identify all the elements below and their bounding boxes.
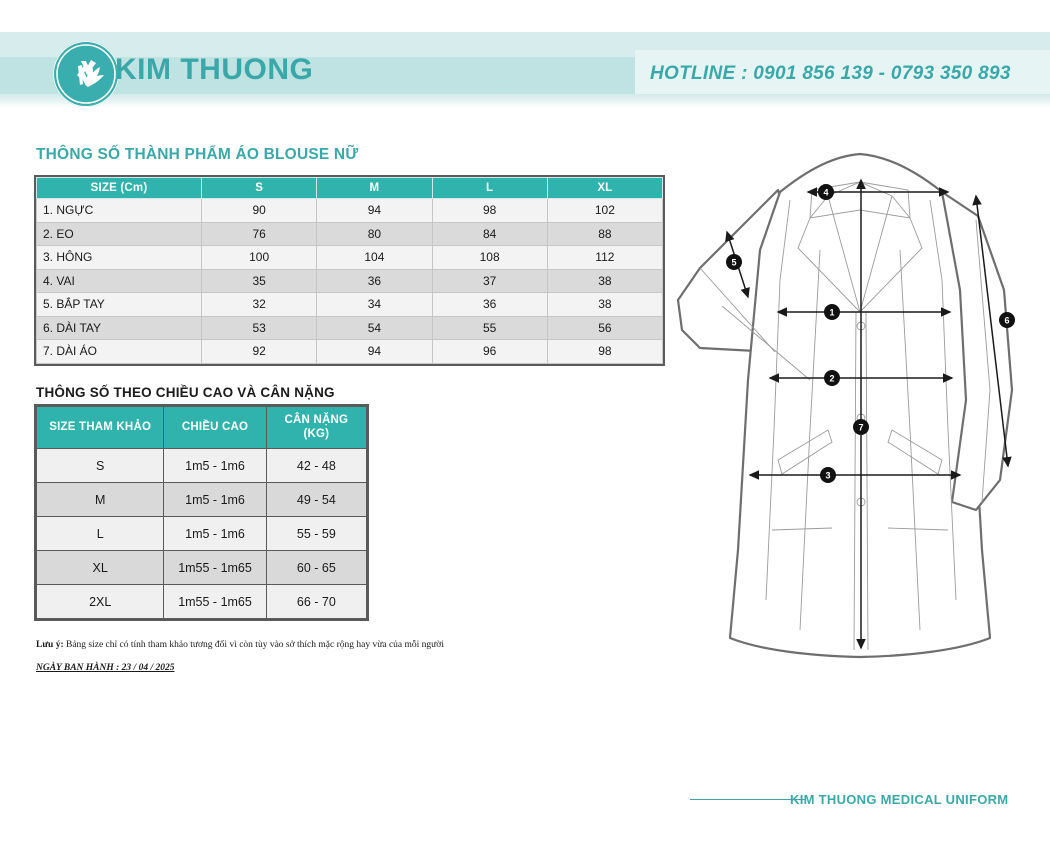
- row-label: 5. BẮP TAY: [37, 293, 202, 317]
- cell-xl: 98: [547, 340, 662, 364]
- cell-size: M: [37, 483, 164, 517]
- cell-s: 35: [202, 269, 317, 293]
- cell-l: 108: [432, 246, 547, 270]
- cell-weight: 49 - 54: [266, 483, 366, 517]
- svg-text:6: 6: [1004, 315, 1010, 326]
- cell-l: 98: [432, 199, 547, 223]
- brand-name: KIM THUONG: [115, 53, 314, 86]
- cell-xl: 88: [547, 222, 662, 246]
- cell-m: 54: [317, 316, 432, 340]
- page-header: [0, 0, 1050, 128]
- table-row: [37, 222, 663, 246]
- cell-height: 1m55 - 1m65: [164, 585, 266, 619]
- marker-6: [999, 312, 1015, 328]
- table-row: [37, 449, 367, 483]
- cell-s: 32: [202, 293, 317, 317]
- table-header-row: [37, 178, 663, 199]
- cell-xl: 56: [547, 316, 662, 340]
- footer-divider: [690, 799, 806, 800]
- column-header-m: M: [317, 178, 432, 199]
- cell-xl: 38: [547, 293, 662, 317]
- cell-xl: 38: [547, 269, 662, 293]
- cell-l: 55: [432, 316, 547, 340]
- cell-m: 94: [317, 340, 432, 364]
- svg-text:1: 1: [829, 307, 835, 318]
- cell-s: 53: [202, 316, 317, 340]
- marker-1: [824, 304, 840, 320]
- marker-2: [824, 370, 840, 386]
- issue-date: NGÀY BAN HÀNH : 23 / 04 / 2025: [36, 663, 175, 673]
- svg-text:4: 4: [823, 187, 829, 198]
- row-label: 4. VAI: [37, 269, 202, 293]
- row-label: 2. EO: [37, 222, 202, 246]
- column-header-xl: XL: [547, 178, 662, 199]
- column-header-height: CHIỀU CAO: [164, 407, 266, 449]
- cell-height: 1m5 - 1m6: [164, 483, 266, 517]
- cell-xl: 112: [547, 246, 662, 270]
- row-label: 7. DÀI ÁO: [37, 340, 202, 364]
- cell-weight: 42 - 48: [266, 449, 366, 483]
- header-band-fade: [0, 94, 1050, 108]
- cell-height: 1m5 - 1m6: [164, 449, 266, 483]
- cell-s: 100: [202, 246, 317, 270]
- column-header-s: S: [202, 178, 317, 199]
- section1-title: THÔNG SỐ THÀNH PHẨM ÁO BLOUSE NỮ: [36, 146, 359, 163]
- cell-l: 96: [432, 340, 547, 364]
- column-header-weight: [266, 407, 366, 449]
- cell-m: 36: [317, 269, 432, 293]
- footer-text: KIM THUONG MEDICAL UNIFORM: [790, 792, 1009, 807]
- marker-4b: [818, 184, 834, 200]
- svg-text:3: 3: [825, 470, 831, 481]
- cell-l: 36: [432, 293, 547, 317]
- caution-prefix: Lưu ý:: [36, 640, 64, 650]
- table-row: [37, 246, 663, 270]
- cell-m: 80: [317, 222, 432, 246]
- cell-height: 1m5 - 1m6: [164, 517, 266, 551]
- table-row: [37, 340, 663, 364]
- cell-size: 2XL: [37, 585, 164, 619]
- cell-s: 76: [202, 222, 317, 246]
- logo-icon: [53, 41, 119, 107]
- cell-s: 92: [202, 340, 317, 364]
- table-row: [37, 551, 367, 585]
- marker-7: [853, 419, 869, 435]
- svg-text:2: 2: [829, 373, 835, 384]
- cell-l: 84: [432, 222, 547, 246]
- table-row: [37, 269, 663, 293]
- table-row: [37, 585, 367, 619]
- weight-label-line1: CÂN NẶNG: [284, 414, 349, 427]
- hotline-text: HOTLINE : 0901 856 139 - 0793 350 893: [650, 63, 1011, 84]
- row-label: 1. NGỰC: [37, 199, 202, 223]
- table-row: [37, 316, 663, 340]
- column-header-size: SIZE (Cm): [37, 178, 202, 199]
- garment-diagram: [660, 130, 1050, 675]
- section2-title: THÔNG SỐ THEO CHIỀU CAO VÀ CÂN NẶNG: [36, 385, 335, 400]
- caution-note: [36, 640, 444, 650]
- table-row: [37, 199, 663, 223]
- cell-weight: 55 - 59: [266, 517, 366, 551]
- table-row: [37, 517, 367, 551]
- marker-5: [726, 254, 742, 270]
- cell-size: L: [37, 517, 164, 551]
- svg-text:5: 5: [731, 257, 737, 268]
- caution-text: Bảng size chỉ có tính tham khảo tương đối vì còn tùy vào sở thích mặc rộng hay vừa của mỗi người: [63, 640, 444, 650]
- cell-weight: 66 - 70: [266, 585, 366, 619]
- product-spec-table: [36, 177, 663, 364]
- row-label: 3. HÔNG: [37, 246, 202, 270]
- cell-size: XL: [37, 551, 164, 585]
- marker-3: [820, 467, 836, 483]
- cell-height: 1m55 - 1m65: [164, 551, 266, 585]
- cell-s: 90: [202, 199, 317, 223]
- cell-l: 37: [432, 269, 547, 293]
- svg-text:7: 7: [858, 422, 864, 433]
- cell-m: 34: [317, 293, 432, 317]
- cell-size: S: [37, 449, 164, 483]
- column-header-l: L: [432, 178, 547, 199]
- cell-weight: 60 - 65: [266, 551, 366, 585]
- table-row: [37, 293, 663, 317]
- row-label: 6. DÀI TAY: [37, 316, 202, 340]
- cell-xl: 102: [547, 199, 662, 223]
- weight-label-line2: (KG): [303, 427, 330, 440]
- table-header-row: [37, 407, 367, 449]
- cell-m: 104: [317, 246, 432, 270]
- cell-m: 94: [317, 199, 432, 223]
- column-header-reference-size: SIZE THAM KHẢO: [37, 407, 164, 449]
- height-weight-table: [36, 406, 367, 619]
- table-row: [37, 483, 367, 517]
